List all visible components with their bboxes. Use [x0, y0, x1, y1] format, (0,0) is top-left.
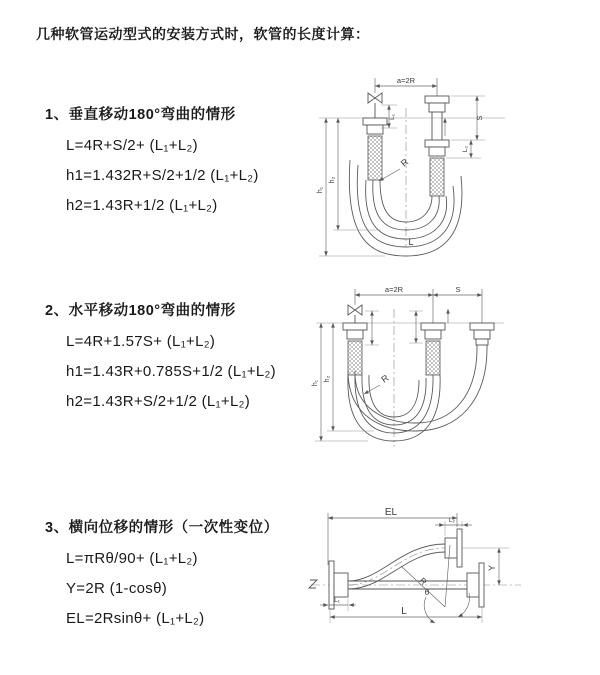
dimension-a2r	[355, 285, 482, 323]
section-heading-text: 水平移动180°弯曲的情形	[68, 303, 236, 319]
valve-icon	[348, 305, 362, 323]
right-pipe	[470, 323, 494, 345]
dim-label-h2: h₂	[324, 375, 331, 383]
section-lateral-displacement	[45, 516, 320, 627]
formula-line: L=4R+S/2+ (L₁+L₂)	[66, 137, 198, 154]
diagram-horizontal-180-bend	[308, 283, 598, 463]
dimension-y	[487, 548, 499, 585]
dim-label-h1: h₁	[312, 379, 319, 387]
formula-line: L=πRθ/90+ (L₁+L₂)	[66, 550, 198, 567]
dim-label-r: R	[417, 575, 430, 587]
section-vertical-movement	[45, 103, 320, 214]
formula-line: L=4R+1.57S+ (L₁+L₂)	[66, 333, 216, 350]
section-number: 2、	[45, 303, 69, 319]
dim-label-s: S	[475, 115, 484, 121]
middle-pipe	[421, 309, 448, 375]
dim-label-l: L	[408, 237, 414, 247]
formula-line: h1=1.432R+S/2+1/2 (L₁+L₂)	[66, 167, 259, 184]
dim-label-a2r: a=2R	[396, 76, 416, 85]
hose-u-bend-position2	[348, 345, 487, 431]
dim-label-l2: L₂	[448, 517, 456, 524]
section-heading-text: 横向位移的情形（一次性变位）	[68, 520, 279, 536]
formula-line: Y=2R (1-cosθ)	[66, 580, 168, 597]
dim-label-r: R	[398, 156, 411, 169]
page-title: 几种软管运动型式的安装方式时，软管的长度计算：	[36, 26, 370, 42]
section-heading	[45, 103, 320, 124]
dim-label-theta: θ	[424, 588, 430, 597]
dim-label-a2r: a=2R	[384, 285, 404, 294]
dim-label-h1: h₁	[317, 186, 324, 194]
dimension-radius	[364, 372, 391, 394]
hose-s-curve	[348, 544, 445, 589]
formula-line: h1=1.43R+0.785S+1/2 (L₁+L₂)	[66, 363, 276, 380]
dim-label-el: EL	[384, 507, 398, 518]
formula-line: h2=1.43R+S/2+1/2 (L₁+L₂)	[66, 393, 251, 410]
dim-label-y: Y	[487, 564, 497, 572]
centerline-break-mark	[309, 580, 317, 588]
dimension-l1-bottom	[320, 597, 356, 611]
dim-label-h2: h₂	[329, 176, 336, 184]
right-pipe	[425, 96, 449, 196]
dimension-l2-top	[435, 517, 472, 536]
section-heading-text: 垂直移动180°弯曲的情形	[68, 107, 236, 123]
left-pipe	[363, 118, 387, 180]
dim-label-l2: L₂	[462, 145, 469, 153]
dim-label-l1: L₁	[389, 114, 396, 120]
formula-line: h2=1.43R+1/2 (L₁+L₂)	[66, 197, 218, 214]
diagram-lateral-displacement	[303, 505, 598, 655]
diagram-vertical-180-bend	[313, 70, 598, 265]
valve-icon	[368, 93, 382, 118]
section-heading	[45, 516, 320, 537]
left-pipe	[343, 323, 367, 375]
dim-label-r: R	[379, 372, 391, 385]
dim-label-s: S	[455, 285, 461, 294]
section-number: 1、	[45, 107, 69, 123]
dimension-s	[446, 96, 485, 158]
dimension-el	[328, 507, 457, 565]
section-heading	[45, 299, 320, 320]
dim-label-l1: L₁	[334, 597, 340, 604]
dimension-a2r	[375, 76, 437, 96]
dim-label-l: L	[401, 606, 407, 617]
formula-line: EL=2Rsinθ+ (L₁+L₂)	[66, 610, 205, 627]
section-horizontal-movement	[45, 299, 320, 410]
dimension-l	[330, 606, 482, 623]
displaced-flange	[445, 529, 509, 567]
hose-u-bend	[349, 160, 462, 256]
section-number: 3、	[45, 520, 69, 536]
